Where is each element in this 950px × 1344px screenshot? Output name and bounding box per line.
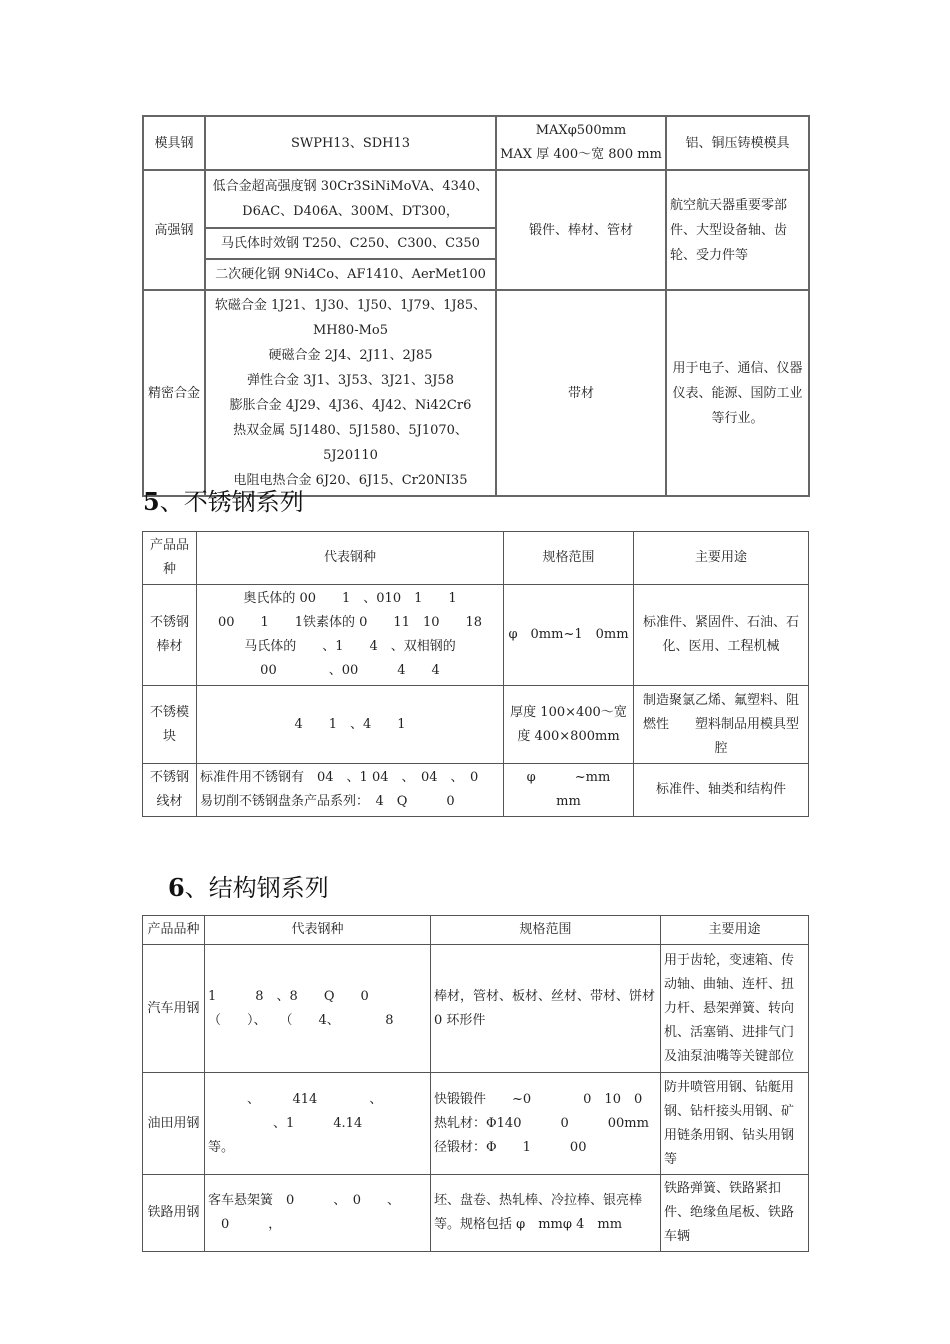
table-row: [143, 170, 809, 228]
use-cell: 用于电子、通信、仪器仪表、能源、国防工业等行业。: [666, 290, 809, 496]
spec-cell: MAXφ500mm MAX 厚 400～宽 800 mm: [496, 116, 666, 170]
spec-cell: φ ~mm mm: [504, 764, 634, 817]
grade-cell: 标准件用不锈钢有 04 、1 04 、 04 、 0 易切削不锈钢盘条产品系列： 4 Q 0: [197, 764, 504, 817]
table-row: [143, 585, 809, 686]
column-header: 主要用途: [634, 532, 809, 585]
use-cell: 铁路弹簧、铁路紧扣件、绝缘鱼尾板、铁路车辆: [661, 1175, 809, 1252]
grade-cell: 奥氏体的 00 1 、010 1 1 00 1 1铁素体的 0 11 10 18 马氏体的 、1 4 、双相钢的 00 、00 4 4: [197, 585, 504, 686]
column-header: 规格范围: [431, 916, 661, 945]
grade-cell: 软磁合金 1J21、1J30、1J50、1J79、1J85、 MH80-Mo5 硬磁合金 2J4、2J11、2J85 弹性合金 3J1、3J53、3J21、3J58 膨胀合金 4J29、4J36、4J42、Ni42Cr6 热双金属 5J1480、5J1580、5J1070、5J20110 电阻电热合金 6J20、6J15、Cr20NI35: [205, 290, 496, 496]
column-header: 产品品种: [143, 532, 197, 585]
table-row: [143, 945, 809, 1073]
spec-cell: 锻件、棒材、管材: [496, 170, 666, 290]
section-heading: 6、结构钢系列: [168, 873, 329, 902]
grade-cell: 二次硬化钢 9Ni4Co、AF1410、AerMet100: [205, 259, 496, 290]
spec-cell: 坯、盘卷、热轧棒、冷拉棒、银亮棒等。规格包括 φ mmφ 4 mm: [431, 1175, 661, 1252]
grade-cell: 低合金超高强度钢 30Cr3SiNiMoVA、4340、 D6AC、D406A、300M、DT300，: [205, 170, 496, 228]
table-row: [143, 686, 809, 764]
table-row: [143, 116, 809, 170]
structural-steel-table: [142, 915, 809, 1252]
grade-cell: 马氏体时效钢 T250、C250、C300、C350: [205, 228, 496, 259]
product-kind: 高强钢: [143, 170, 205, 290]
table-row: [143, 1073, 809, 1175]
column-header: 代表钢种: [197, 532, 504, 585]
grade-cell: 客车悬架簧 0 、 0 、 0 ，: [205, 1175, 431, 1252]
product-kind: 不锈钢线材: [143, 764, 197, 817]
grade-cell: SWPH13、SDH13: [205, 116, 496, 170]
grade-cell: 4 1 、4 1: [197, 686, 504, 764]
stainless-steel-table: [142, 531, 809, 817]
column-header: 主要用途: [661, 916, 809, 945]
table-row: [143, 1175, 809, 1252]
use-cell: 标准件、紧固件、石油、石化、医用、工程机械: [634, 585, 809, 686]
spec-cell: 快锻锻件 ~0 0 10 0 热轧材：Φ140 0 00mm 径锻材：Φ 1 00: [431, 1073, 661, 1175]
spec-cell: 厚度 100×400～宽度 400×800mm: [504, 686, 634, 764]
precision-alloy-table: [142, 115, 810, 497]
product-kind: 模具钢: [143, 116, 205, 170]
grade-cell: 1 8 、8 Q 0 （ ）、 （ 4、 8: [205, 945, 431, 1073]
table-row: [143, 290, 809, 496]
use-cell: 航空航天器重要零部件、大型设备轴、齿轮、受力件等: [666, 170, 809, 290]
spec-cell: φ 0mm~1 0mm: [504, 585, 634, 686]
table-row: [143, 764, 809, 817]
product-kind: 不锈模块: [143, 686, 197, 764]
use-cell: 铝、铜压铸模模具: [666, 116, 809, 170]
use-cell: 制造聚氯乙烯、氟塑料、阻燃性 塑料制品用模具型腔: [634, 686, 809, 764]
column-header: 产品品种: [143, 916, 205, 945]
product-kind: 汽车用钢: [143, 945, 205, 1073]
use-cell: 标准件、轴类和结构件: [634, 764, 809, 817]
table-header-row: [143, 532, 809, 585]
table-header-row: [143, 916, 809, 945]
column-header: 代表钢种: [205, 916, 431, 945]
spec-cell: 带材: [496, 290, 666, 496]
use-cell: 防井喷管用钢、钻艇用钢、钻杆接头用钢、矿用链条用钢、钻头用钢等: [661, 1073, 809, 1175]
grade-cell: 、 414 、 、1 4.14 等。: [205, 1073, 431, 1175]
spec-cell: 棒材，管材、板材、丝材、带材、饼材 0 环形件: [431, 945, 661, 1073]
product-kind: 不锈钢棒材: [143, 585, 197, 686]
product-kind: 精密合金: [143, 290, 205, 496]
product-kind: 油田用钢: [143, 1073, 205, 1175]
product-kind: 铁路用钢: [143, 1175, 205, 1252]
column-header: 规格范围: [504, 532, 634, 585]
use-cell: 用于齿轮，变速箱、传动轴、曲轴、连杆、扭力杆、悬架弹簧、转向机、活塞销、进排气门及油泵油嘴等关键部位: [661, 945, 809, 1073]
section-heading: 5、不锈钢系列: [143, 487, 304, 516]
